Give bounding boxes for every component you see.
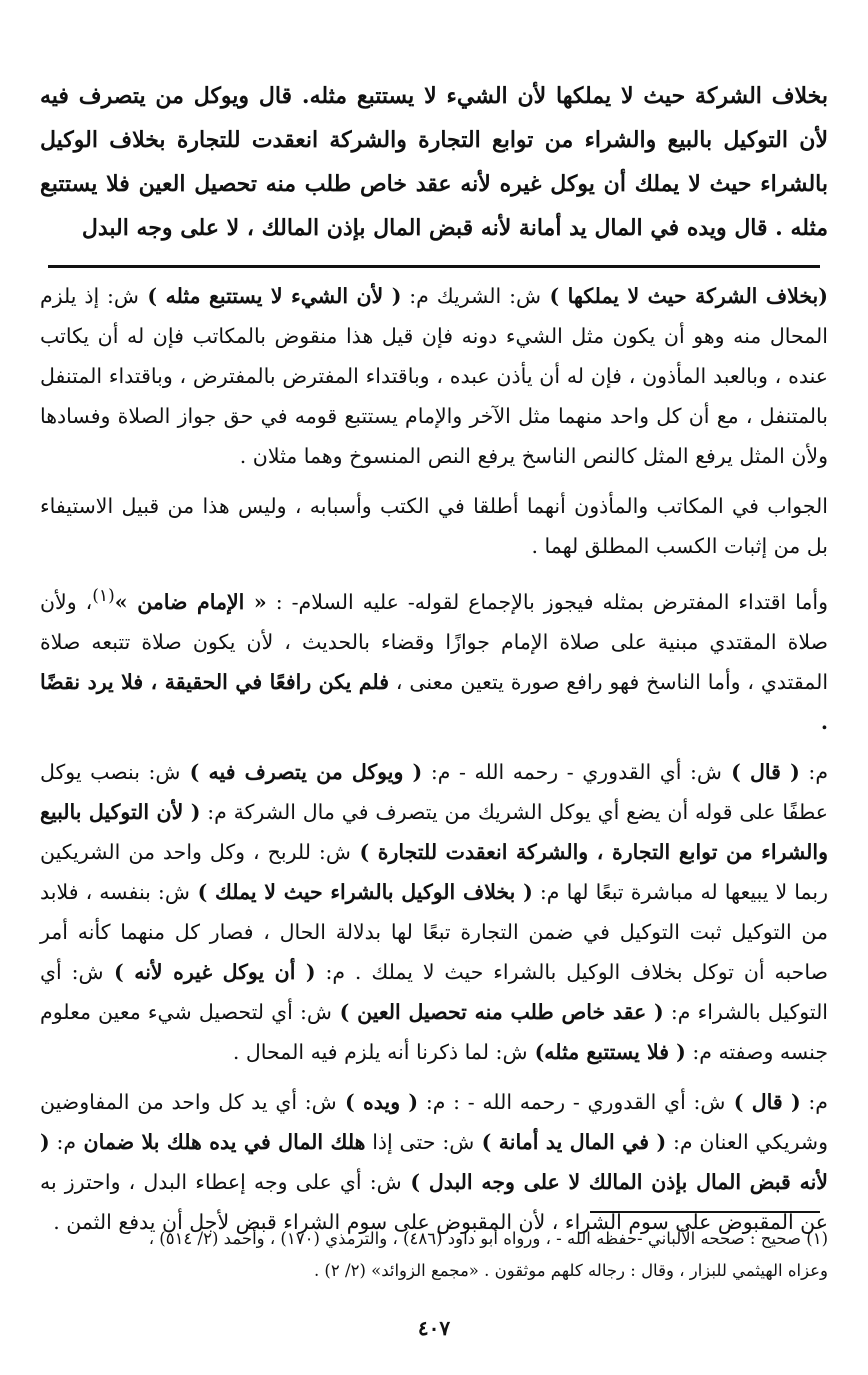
sharh-paragraph-5 [40, 1082, 828, 1242]
sharh-commentary [40, 276, 828, 1252]
footnote-line-2: وعزاه الهيثمي للبزار ، وقال : رجاله كلهم موثقون . «مجمع الزوائد» (٢/ ٢) . [313, 1261, 828, 1280]
quoted-matn: ( في المال يد أمانة ) [474, 1129, 667, 1154]
commentary-text: ش: أي لتحصيل شيء معين معلوم جنسه وصفته م: [40, 999, 828, 1064]
sharh-paragraph-2: الجواب في المكاتب والمأذون أنهما أطلقا في الكتب وأسبابه ، وليس هذا من قبيل الاستيفاء بل من إثبات الكسب المطلق لهما . [40, 494, 828, 558]
commentary-text: ، ولأن صلاة المقتدي مبنية على صلاة الإمام جوازًا وقضاء بالحديث ، لأن يكون صلاة تتبعه صلاة المقتدي ، وأما الناسخ فهو رافع صورة يتعين معنى ، [40, 589, 829, 694]
commentary-text: ش: إذ يلزم المحال منه وهو أن يكون مثل الشيء دونه فإن قيل هذا منقوض بالمكاتب فإن له أن يكاتب عنده ، وبالعبد المأذون ، فإن له أن يأذن عبده ، وباقتداء المفترض بالمفترض ، وباقتداء المتنفل بالمتنفل ، مع أن كل واحد منهما مثل الآخر والإمام يستتبع قومه في حق جواز الصلاة وفسادها ولأن المثل يرفع المثل كالنص الناسخ يرفع النص المنسوخ وهما مثلان . [40, 284, 828, 468]
commentary-text: ش: أي القدوري - رحمه الله - : م: [418, 1089, 726, 1114]
commentary-text: ش: بنصب يوكل عطفًا على قوله أن يضع أي يوكل الشريك من يتصرف في مال الشركة م: [40, 759, 828, 824]
commentary-text: ش: أي يد كل واحد من المفاوضين وشريكي العنان م: [40, 1089, 828, 1154]
commentary-text: م: [799, 759, 829, 784]
quoted-matn: ( ويده ) [336, 1089, 419, 1114]
commentary-text: ش: حتى إذا [365, 1129, 475, 1154]
quoted-matn: ( قال ) [725, 1089, 801, 1114]
matn-text: بخلاف الشركة حيث لا يملكها لأن الشيء لا يستتبع مثله. قال ويوكل من يتصرف فيه لأن التوكيل بالبيع والشراء من توابع التجارة والشركة انعقدت للتجارة بخلاف الوكيل بالشراء حيث لا يملك أن يوكل غيره لأنه عقد خاص طلب منه تحصيل العين فلا يستتبع مثله . قال ويده في المال يد أمانة لأنه قبض المال بإذن المالك ، لا على وجه البدل [40, 83, 828, 241]
commentary-text: ش: أي التوكيل بالشراء م: [40, 959, 829, 1024]
commentary-text: م: [49, 1129, 77, 1154]
commentary-text: ش: أي على وجه إعطاء البدل ، واحترز به عن المقبوض على سوم الشراء ، لأن المقبوض على سوم الشراء قبض لأجل أن يدفع الثمن . [40, 1169, 828, 1234]
commentary-text: ش: لما ذكرنا أنه يلزم فيه المحال . [232, 1039, 528, 1064]
quoted-matn: ( لأن التوكيل بالبيع والشراء من توابع التجارة ، والشركة انعقدت للتجارة ) [40, 799, 828, 864]
quoted-matn: ( فلا يستتبع مثله) [527, 1039, 686, 1064]
quoted-matn: (بخلاف الشركة حيث لا يملكها ) [541, 284, 828, 308]
quoted-matn: ( عقد خاص طلب منه تحصيل العين ) [331, 999, 664, 1024]
footnote-line-1: (١) صحيح : صححه الألباني -حفظه الله - ، ورواه أبو داود (٤٨٦) ، والترمذي (١٧٠) ، وأحمد (٢/ ٥١٤) ، [148, 1229, 828, 1248]
commentary-text: ش: بنفسه ، فلابد من التوكيل ثبت التوكيل في ضمن التجارة تبعًا لها بدلالة الحال ، فصار كل منهما كأنه أمر صاحبه أن توكل بخلاف الوكيل بالشراء حيث لا يملك . م: [40, 879, 828, 984]
footnote-marker[interactable]: (١) [92, 586, 115, 606]
quoted-matn: ( أن يوكل غيره لأنه ) [103, 959, 316, 984]
quoted-matn: ( ويوكل من يتصرف فيه ) [180, 759, 423, 784]
commentary-bold-text: فلم يكن رافعًا في الحقيقة ، فلا يرد نقضًا . [40, 669, 828, 734]
page-number: ٤٠٧ [417, 1316, 451, 1340]
sharh-paragraph-3 [40, 576, 828, 742]
quoted-matn: ( قال ) [721, 759, 800, 784]
commentary-bold-text: هلك المال في يده هلك بلا ضمان [76, 1129, 366, 1154]
quoted-matn: ( لأن الشيء لا يستتبع مثله ) [138, 284, 402, 308]
sharh-paragraph-1 [40, 276, 828, 476]
commentary-text: ش: الشريك م: [401, 284, 542, 308]
matn-separator-rule [48, 265, 820, 268]
commentary-text: وأما اقتداء المفترض بمثله فيجوز بالإجماع لقوله- عليه السلام- : [266, 589, 828, 614]
commentary-text: م: [800, 1089, 828, 1114]
quoted-matn: ( بخلاف الوكيل بالشراء حيث لا يملك ) [189, 879, 533, 904]
commentary-text: ش: أي القدوري - رحمه الله - م: [422, 759, 722, 784]
footnote-separator-rule [590, 1211, 820, 1213]
quoted-matn: ( لأنه قبض المال بإذن المالك لا على وجه البدل ) [40, 1129, 828, 1194]
footnote [40, 1223, 828, 1287]
hadith-quote: « الإمام ضامن » [114, 589, 267, 614]
sharh-paragraph-4 [40, 752, 828, 1072]
commentary-text: ش: للربح ، وكل واحد من الشريكين ربما لا يبيعها له مباشرة تبعًا لها م: [40, 839, 829, 904]
